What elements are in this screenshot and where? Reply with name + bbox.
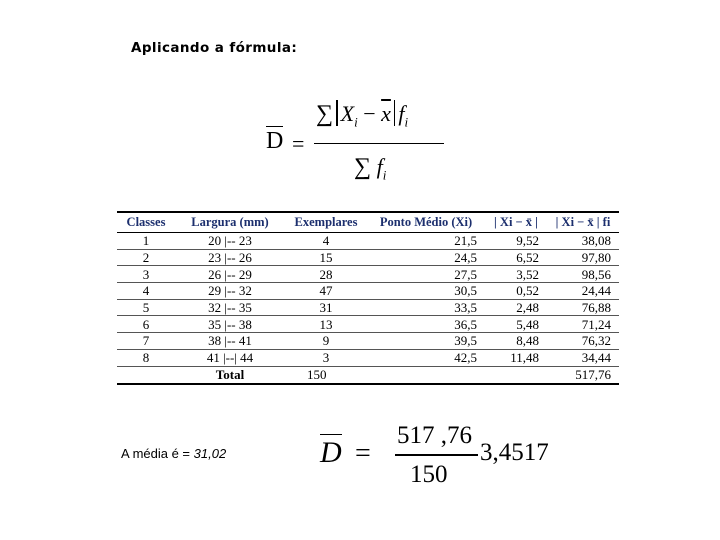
formula-numerator: ∑ $X_i - \overline{x}$ $f_i$	[316, 101, 409, 130]
table-cell: 21,5	[367, 233, 485, 250]
formula-lhs: D	[266, 128, 284, 154]
result-denominator: 150	[410, 461, 448, 488]
table-cell: 38,08	[547, 233, 619, 250]
table-cell: 41 |--| 44	[175, 349, 285, 366]
total-exemplares: 150	[285, 366, 367, 384]
table-cell: 31	[285, 299, 367, 316]
total-sum: 517,76	[547, 366, 619, 384]
table-cell: 97,80	[547, 249, 619, 266]
col-header: | Xi − x̄ | fi	[547, 212, 619, 233]
table-header-row	[117, 212, 619, 233]
formula-equals: =	[292, 131, 305, 156]
fraction-line	[395, 454, 478, 456]
table-row	[117, 283, 619, 300]
table-cell: 38 |-- 41	[175, 333, 285, 350]
table-cell: 6	[117, 316, 175, 333]
table-row	[117, 249, 619, 266]
table-cell: 9,52	[485, 233, 547, 250]
table-cell: 42,5	[367, 349, 485, 366]
table-cell: 36,5	[367, 316, 485, 333]
table-cell: 5,48	[485, 316, 547, 333]
table-row	[117, 266, 619, 283]
table-cell: 1	[117, 233, 175, 250]
table-cell: 33,5	[367, 299, 485, 316]
table-cell: 76,32	[547, 333, 619, 350]
table-cell: 4	[285, 233, 367, 250]
mean-deviation-formula	[262, 98, 462, 193]
table-cell: 5	[117, 299, 175, 316]
page-heading: Aplicando a fórmula:	[131, 40, 298, 56]
table-row	[117, 316, 619, 333]
table-row	[117, 333, 619, 350]
table-cell: 8,48	[485, 333, 547, 350]
table-cell: 4	[117, 283, 175, 300]
col-header: Classes	[117, 212, 175, 233]
result-equals: =	[355, 438, 371, 469]
formula-denominator: ∑ $f_i$	[354, 154, 387, 183]
table-cell: 27,5	[367, 266, 485, 283]
table-cell: 3	[285, 349, 367, 366]
col-header: Ponto Médio (Xi)	[367, 212, 485, 233]
table-cell: 24,5	[367, 249, 485, 266]
table-cell: 9	[285, 333, 367, 350]
table-cell: 6,52	[485, 249, 547, 266]
table-cell: 24,44	[547, 283, 619, 300]
col-header: Largura (mm)	[175, 212, 285, 233]
table-cell: 2,48	[485, 299, 547, 316]
table-cell: 13	[285, 316, 367, 333]
table-row	[117, 299, 619, 316]
table-cell: 20 |-- 23	[175, 233, 285, 250]
table-cell: 23 |-- 26	[175, 249, 285, 266]
table-cell: 34,44	[547, 349, 619, 366]
table-cell: 15	[285, 249, 367, 266]
table-cell: 11,48	[485, 349, 547, 366]
table-cell: 2	[117, 249, 175, 266]
table-cell: 47	[285, 283, 367, 300]
result-value: 3,4517	[480, 439, 549, 466]
table-cell: 28	[285, 266, 367, 283]
col-header: | Xi − x̄ |	[485, 212, 547, 233]
fraction-line	[314, 143, 444, 144]
table-cell: 98,56	[547, 266, 619, 283]
total-row	[117, 366, 619, 384]
result-lhs: D	[320, 436, 342, 469]
table-cell: 35 |-- 38	[175, 316, 285, 333]
table-cell: 30,5	[367, 283, 485, 300]
table-cell: 39,5	[367, 333, 485, 350]
total-label: Total	[175, 366, 285, 384]
table-cell: 76,88	[547, 299, 619, 316]
table-cell: 7	[117, 333, 175, 350]
table-cell: 29 |-- 32	[175, 283, 285, 300]
table-cell: 26 |-- 29	[175, 266, 285, 283]
table-cell: 3	[117, 266, 175, 283]
mean-note: A média é = 31,02	[121, 446, 227, 461]
table-cell: 32 |-- 35	[175, 299, 285, 316]
col-header: Exemplares	[285, 212, 367, 233]
table-cell: 0,52	[485, 283, 547, 300]
table-cell: 8	[117, 349, 175, 366]
table-cell: 3,52	[485, 266, 547, 283]
table-row	[117, 233, 619, 250]
result-formula	[318, 424, 578, 494]
table-row	[117, 349, 619, 366]
frequency-table	[117, 211, 619, 385]
result-numerator: 517 ,76	[397, 422, 472, 449]
table-cell: 71,24	[547, 316, 619, 333]
